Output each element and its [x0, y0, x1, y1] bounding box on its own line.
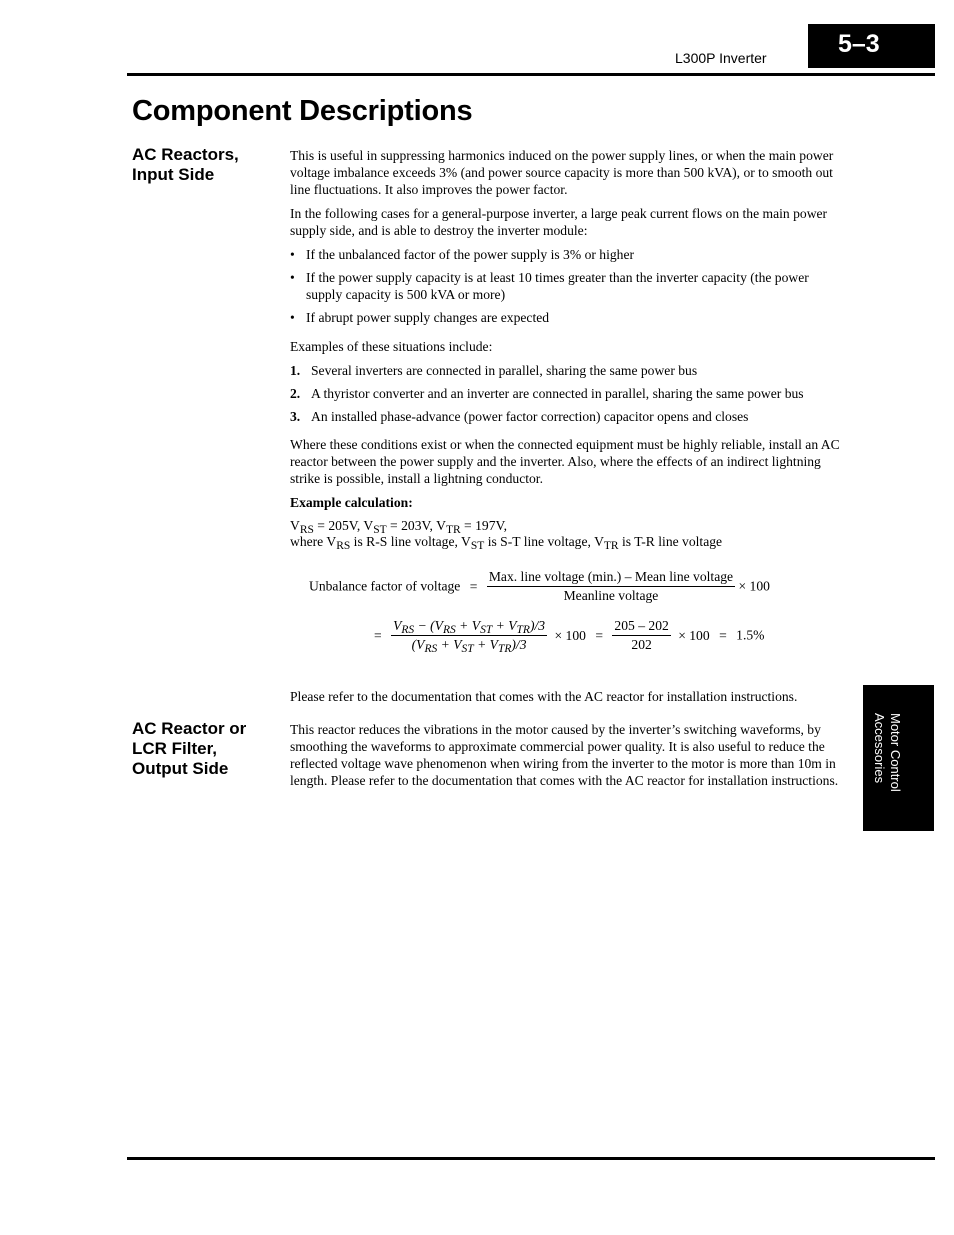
section-heading-line: AC Reactor or — [132, 719, 247, 738]
bullet-text: If the power supply capacity is at least 10 times greater than the inverter capacity (the power supply capacity is 500 kVA or more) — [306, 270, 809, 302]
example-values: $V_{RS} = 205V$, $V_{ST} = 203V$, $V_{TR} = 197V$, where $V_{RS}$ is R-S line voltage, $V_{ST}$ is S-T line voltage, $V_{TR}$ is T-R line voltage — [290, 518, 723, 552]
bullet-list — [290, 246, 846, 326]
fraction: $\frac{\text{Max. line voltage (min.) – Mean line voltage}}{\text{Meanline voltage}}$ — [488, 569, 734, 603]
header-rule — [127, 73, 935, 76]
item-text: A thyristor converter and an inverter are connected in parallel, sharing the same power bus — [311, 386, 804, 401]
page-number: 5–3 — [838, 30, 880, 58]
bullet-symbol: • — [290, 270, 295, 285]
bullet-text: If the unbalanced factor of the power supply is 3% or higher — [306, 247, 635, 262]
section1-body — [290, 147, 846, 550]
fraction: $\frac{205 - 202}{202}$ — [614, 618, 669, 652]
page-number-box — [808, 24, 935, 68]
item-number: 2. — [290, 386, 301, 401]
paragraph: Please refer to the documentation that comes with the AC reactor for installation instructions. — [290, 689, 798, 704]
section-heading-line: Output Side — [132, 759, 229, 778]
paragraph: This is useful in suppressing harmonics induced on the power supply lines, or when the main power voltage imbalance exceeds 3% (and power source capacity is more than 500 kVA), or to smooth out line fluctuations. It also improves the power factor. — [290, 148, 834, 197]
bullet-symbol: • — [290, 247, 295, 262]
numbered-item — [290, 385, 846, 402]
section-heading-ac-reactors-input — [132, 145, 282, 185]
bullet-symbol: • — [290, 310, 295, 325]
item-number: 3. — [290, 409, 301, 424]
item-number: 1. — [290, 363, 301, 378]
numbered-item — [290, 408, 846, 425]
bullet-item — [290, 269, 846, 303]
bullet-text: If abrupt power supply changes are expected — [306, 310, 550, 325]
paragraph: Examples of these situations include: — [290, 339, 493, 354]
footer-rule — [127, 1157, 935, 1160]
fraction: $\frac{V_{RS} - (V_{RS} + V_{ST} + V_{TR})/3}{(V_{RS} + V_{ST} + V_{TR})/3}$ — [393, 618, 546, 655]
side-tab-line: Motor Control — [888, 713, 903, 792]
item-text: An installed phase-advance (power factor correction) capacitor opens and closes — [311, 409, 749, 424]
numbered-list — [290, 362, 846, 425]
section2-body: This reactor reduces the vibrations in the motor caused by the inverter’s switching waveforms, by smoothing the waveforms to approximate commercial power quality. It is also useful to reduce the reflected voltage wave phenomenon when wiring from the inverter to the motor is more than 10m in length. Please refer to the documentation that comes with the AC reactor for installation instructions. — [290, 722, 839, 788]
numbered-item — [290, 362, 846, 379]
header-product-name: L300P Inverter — [675, 50, 767, 66]
paragraph: Where these conditions exist or when the connected equipment must be highly reliable, install an AC reactor between the power supply and the inverter. Also, where the effects of an indirect lightning strike is possible, install a lightning conductor. — [290, 437, 840, 486]
example-heading: Example calculation: — [290, 495, 413, 510]
section-heading-line: AC Reactors, — [132, 145, 239, 164]
chapter-side-tab — [863, 685, 934, 831]
formula-calculation: = $\frac{V_{RS} - (V_{RS} + V_{ST} + V_{TR})/3}{(V_{RS} + V_{ST} + V_{TR})/3}$ × 100 = $\frac{205 - 202}{202}$ × 100 = 1.5% — [374, 618, 765, 655]
side-tab-line: Accessories — [872, 713, 887, 784]
paragraph: In the following cases for a general-purpose inverter, a large peak current flows on the main power supply side, and is able to destroy the inverter module: — [290, 206, 828, 238]
section-heading-ac-reactor-output — [132, 719, 282, 779]
section-heading-line: LCR Filter, — [132, 739, 218, 758]
formula-result: 1.5% — [736, 627, 765, 643]
formula-unbalance-factor: Unbalance factor of voltage = $\frac{\text{Max. line voltage (min.) – Mean line voltage}}{\text{Meanline voltage}}$ × 100 — [309, 569, 770, 603]
item-text: Several inverters are connected in parallel, sharing the same power bus — [311, 363, 698, 378]
bullet-item — [290, 309, 846, 326]
section-heading-line: Input Side — [132, 165, 215, 184]
bullet-item — [290, 246, 846, 263]
page-title: Component Descriptions — [132, 95, 473, 127]
